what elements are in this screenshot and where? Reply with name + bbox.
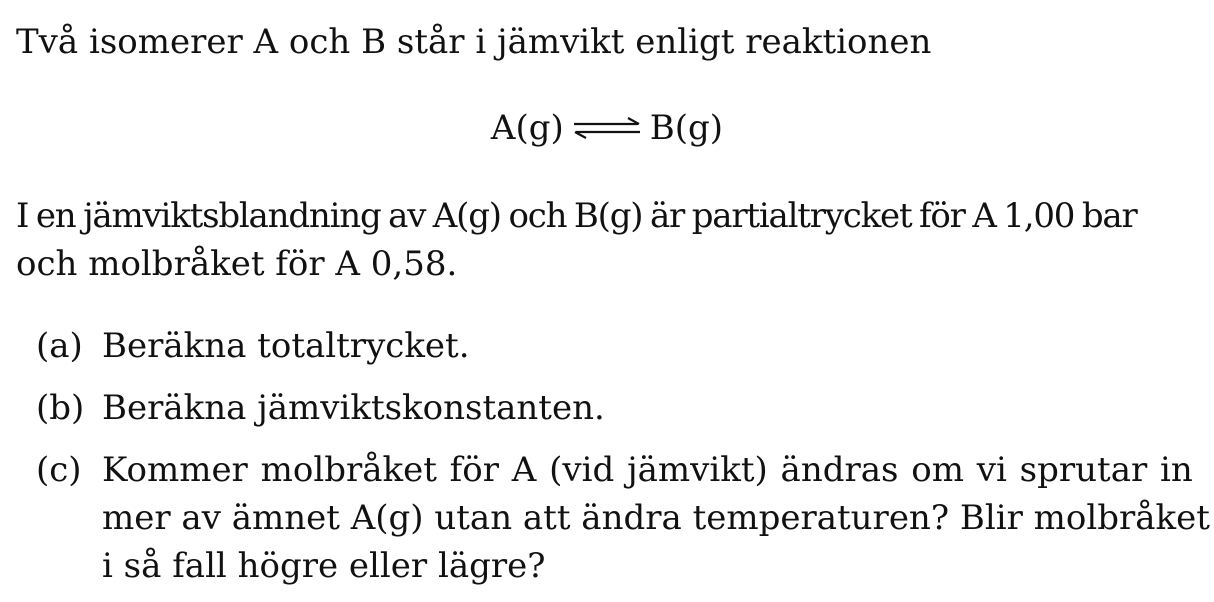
reactant-label: A(g) bbox=[490, 108, 564, 148]
product-label: B(g) bbox=[649, 108, 724, 148]
question-text: Beräkna jämviktskonstanten. bbox=[102, 388, 605, 428]
question-text-line: i så fall högre eller lägre? bbox=[102, 546, 546, 586]
question-text: Beräkna totaltrycket. bbox=[102, 326, 470, 366]
question-label: (c) bbox=[36, 450, 82, 490]
question-text-line: Kommer molbråket för A (vid jämvikt) ändras om vi sprutar in bbox=[102, 450, 1193, 490]
question-label: (b) bbox=[36, 388, 85, 428]
question-label: (a) bbox=[36, 326, 83, 366]
question-text-line: mer av ämnet A(g) utan att ändra temperaturen? Blir molbråket bbox=[102, 498, 1210, 538]
equilibrium-arrow-icon bbox=[572, 104, 642, 152]
question-text bbox=[102, 446, 1210, 590]
reaction-equation bbox=[0, 104, 1214, 154]
intro-text: Två isomerer A och B står i jämvikt enligt reaktionen bbox=[16, 22, 932, 62]
paragraph-line-1: I en jämviktsblandning av A(g) och B(g) är partialtrycket för A 1,00 bar bbox=[16, 196, 1137, 236]
paragraph-line-2: och molbråket för A 0,58. bbox=[16, 244, 458, 284]
